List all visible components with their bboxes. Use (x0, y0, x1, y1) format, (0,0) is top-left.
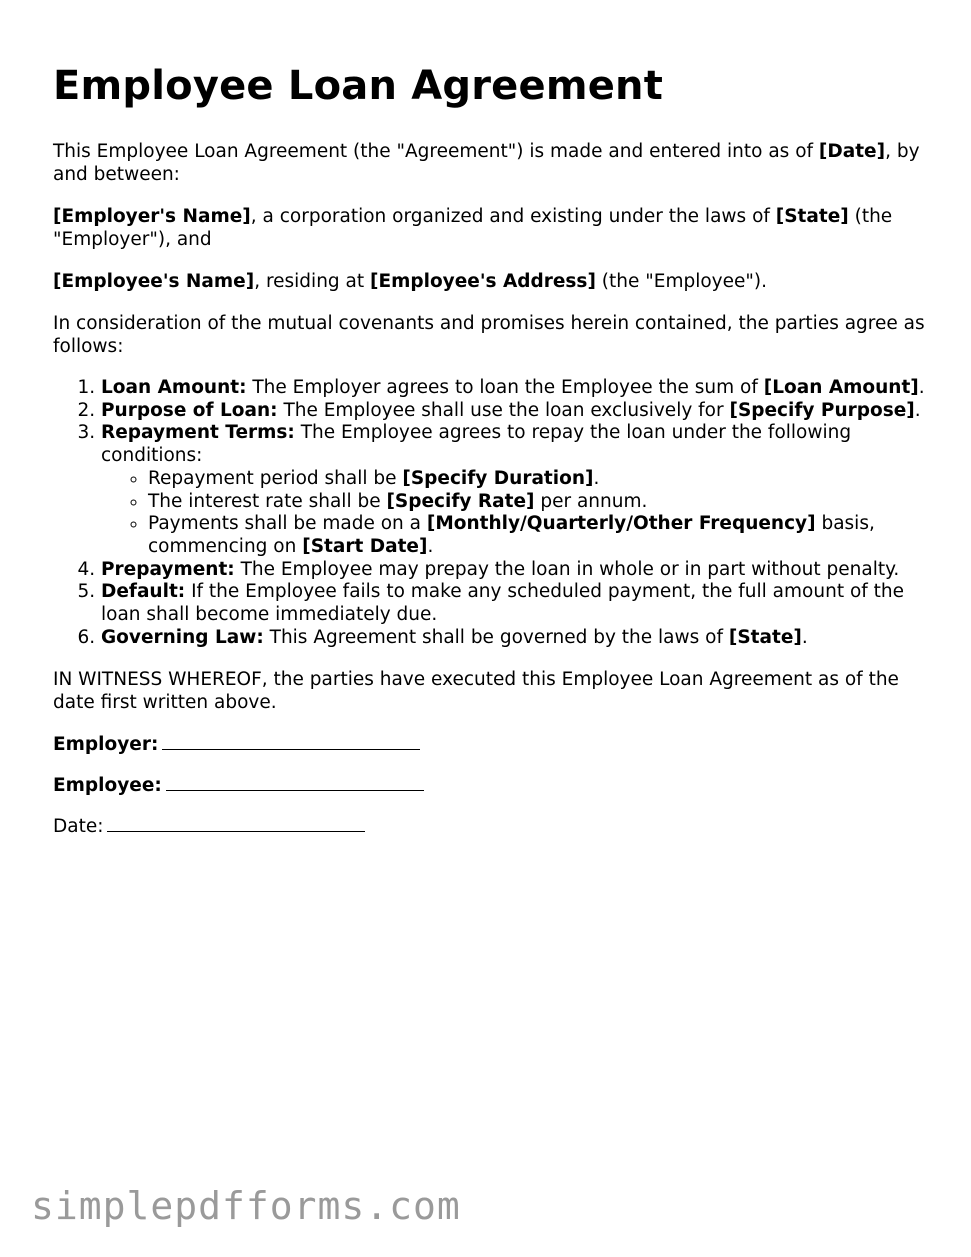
frequency-placeholder: [Monthly/Quarterly/Other Frequency] (426, 513, 816, 535)
loan-amount-placeholder: [Loan Amount] (763, 377, 919, 398)
document-page (53, 62, 928, 856)
employer-party-paragraph: [Employer's Name], a corporation organized and existing under the laws of [State] (the "Employer"), and (53, 206, 893, 250)
witness-paragraph: IN WITNESS WHEREOF, the parties have executed this Employee Loan Agreement as of the date first written above. (53, 669, 899, 714)
employee-address-placeholder: [Employee's Address] (370, 271, 596, 292)
interest-rate-item: ◦ The interest rate shall be [Specify Rate] per annum. (148, 491, 928, 514)
consideration-paragraph: In consideration of the mutual covenants and promises herein contained, the parties agree as follows: (53, 313, 925, 357)
term-purpose: 2. Purpose of Loan: The Employee shall use the loan exclusively for [Specify Purpose]. (101, 400, 928, 423)
employee-signature-line[interactable] (166, 774, 424, 791)
term-default: 5. Default: If the Employee fails to make any scheduled payment, the full amount of the loan shall become immediately due. (101, 581, 928, 626)
start-date-placeholder: [Start Date] (302, 535, 428, 557)
term-loan-amount: 1. Loan Amount: The Employer agrees to loan the Employee the sum of [Loan Amount]. (101, 377, 928, 400)
term-prepayment: 4. Prepayment: The Employee may prepay the loan in whole or in part without penalty. (101, 559, 928, 582)
intro-paragraph: This Employee Loan Agreement (the "Agreement") is made and entered into as of [Date], by and between: (53, 141, 920, 185)
date-placeholder: [Date] (818, 141, 886, 162)
repayment-conditions-list (101, 468, 928, 559)
watermark: simplepdfforms.com (31, 1184, 461, 1228)
term-governing-law: 6. Governing Law: This Agreement shall be governed by the laws of [State]. (101, 627, 928, 650)
employee-party-paragraph: [Employee's Name], residing at [Employee's Address] (the "Employee"). (53, 271, 767, 292)
date-signature-line[interactable] (107, 815, 365, 832)
state-placeholder: [State] (775, 206, 849, 227)
employee-name-placeholder: [Employee's Name] (53, 271, 255, 292)
employee-signature: Employee: (53, 774, 928, 797)
date-signature: Date: (53, 815, 928, 838)
governing-state-placeholder: [State] (728, 626, 802, 648)
terms-list (53, 377, 928, 649)
term-repayment: 3. Repayment Terms: The Employee agrees to repay the loan under the following conditions: ◦ Repayment period shall be [Specify Duration]. ◦ The interest rate shall be [Specify Rate] per annum. ◦ Payments shall be made on a [Monthly/Quarterly/Other Frequency] basis, commencing on [Start Date]. (101, 422, 928, 558)
employer-name-placeholder: [Employer's Name] (53, 206, 251, 227)
duration-placeholder: [Specify Duration] (402, 467, 594, 489)
document-title: Employee Loan Agreement (53, 63, 664, 109)
employer-signature: Employer: (53, 733, 928, 756)
repayment-period-item: ◦ Repayment period shall be [Specify Duration]. (148, 468, 928, 491)
payment-frequency-item: ◦ Payments shall be made on a [Monthly/Quarterly/Other Frequency] basis, commencing on [Start Date]. (148, 513, 928, 558)
rate-placeholder: [Specify Rate] (386, 490, 535, 512)
employer-signature-line[interactable] (162, 733, 420, 750)
purpose-placeholder: [Specify Purpose] (729, 399, 915, 421)
